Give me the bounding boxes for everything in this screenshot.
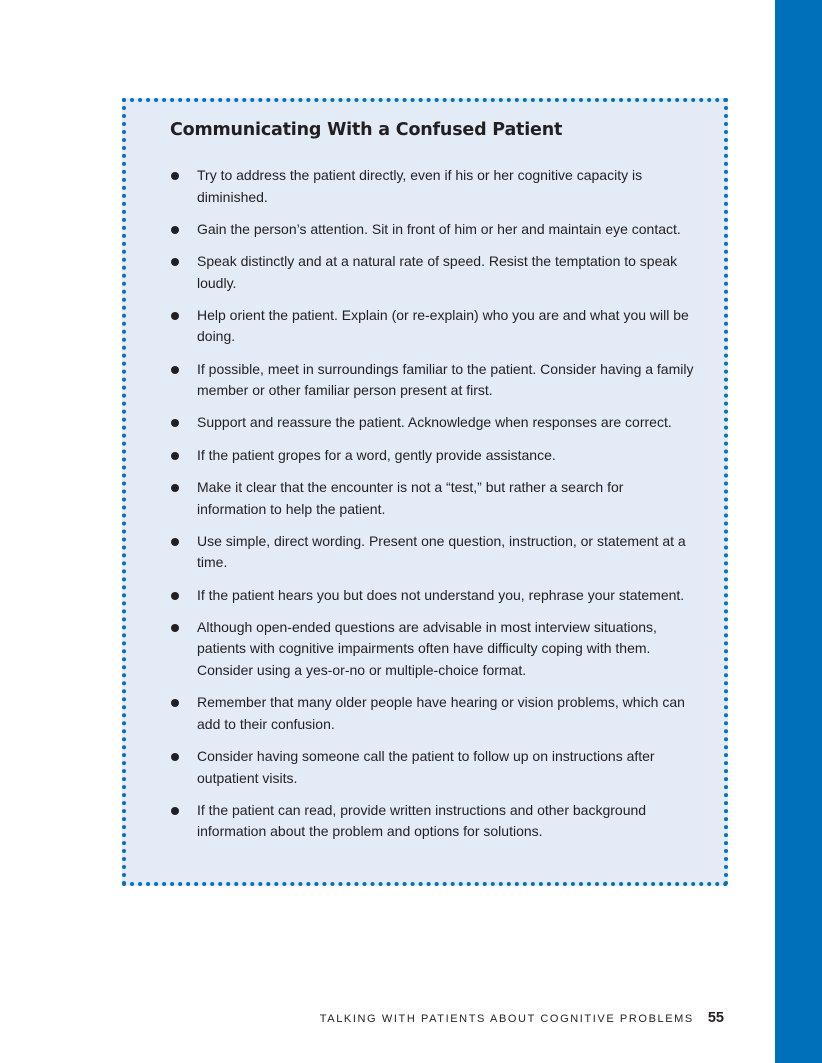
list-item-text: Although open-ended questions are advisable in most interview situations, patients with cognitive impairments often have difficulty coping with them. Consider using a yes-or-no or multiple-choice format. <box>197 618 657 678</box>
list-item <box>170 692 698 735</box>
bullet-icon <box>171 538 179 546</box>
list-item <box>170 746 698 789</box>
list-item-text: If possible, meet in surroundings familiar to the patient. Consider having a family member or other familiar person present at first. <box>197 360 694 399</box>
bullet-icon <box>171 172 179 180</box>
list-item <box>170 585 698 607</box>
list-item-text: Try to address the patient directly, even if his or her cognitive capacity is diminished. <box>197 167 643 205</box>
running-head: TALKING WITH PATIENTS ABOUT COGNITIVE PROBLEMS <box>319 1013 694 1025</box>
list-item <box>170 219 698 241</box>
bullet-icon <box>171 592 179 600</box>
bullet-icon <box>171 366 179 374</box>
list-item-text: Speak distinctly and at a natural rate of speed. Resist the temptation to speak loudly. <box>197 253 678 291</box>
list-item <box>170 445 698 467</box>
list-item-text: Gain the person’s attention. Sit in front of him or her and maintain eye contact. <box>197 220 681 237</box>
bullet-icon <box>171 753 179 761</box>
list-item-text: Remember that many older people have hearing or vision problems, which can add to their confusion. <box>197 694 685 732</box>
list-item <box>170 477 698 520</box>
list-item <box>170 531 698 574</box>
sidebox-title: Communicating With a Confused Patient <box>170 120 563 140</box>
list-item-text: If the patient hears you but does not understand you, rephrase your statement. <box>197 586 685 603</box>
list-item <box>170 165 698 208</box>
list-item-text: Help orient the patient. Explain (or re-explain) who you are and what you will be doing. <box>197 306 689 345</box>
list-item-text: If the patient gropes for a word, gently provide assistance. <box>197 446 556 463</box>
list-item <box>170 359 698 402</box>
list-item <box>170 800 698 843</box>
list-item-text: If the patient can read, provide written instructions and other background information about the problem and options for solutions. <box>197 801 647 840</box>
side-color-band <box>775 0 822 1063</box>
bullet-icon <box>171 258 179 266</box>
bullet-icon <box>171 699 179 707</box>
list-item <box>170 412 698 434</box>
list-item-text: Support and reassure the patient. Acknowledge when responses are correct. <box>197 414 672 431</box>
tips-sidebox <box>122 98 728 886</box>
bullet-icon <box>171 226 179 234</box>
bullet-icon <box>171 312 179 320</box>
list-item-text: Use simple, direct wording. Present one question, instruction, or statement at a time. <box>197 532 686 571</box>
bullet-icon <box>171 624 179 632</box>
list-item <box>170 305 698 348</box>
tips-list <box>170 165 698 843</box>
list-item <box>170 251 698 294</box>
bullet-icon <box>171 484 179 492</box>
bullet-icon <box>171 452 179 460</box>
list-item-text: Make it clear that the encounter is not a “test,” but rather a search for information to help the patient. <box>197 479 624 517</box>
page-number: 55 <box>707 1010 724 1026</box>
list-item-text: Consider having someone call the patient to follow up on instructions after outpatient visits. <box>197 748 655 786</box>
bullet-icon <box>171 807 179 815</box>
bullet-icon <box>171 419 179 427</box>
list-item <box>170 617 698 682</box>
page-footer <box>320 1010 724 1026</box>
